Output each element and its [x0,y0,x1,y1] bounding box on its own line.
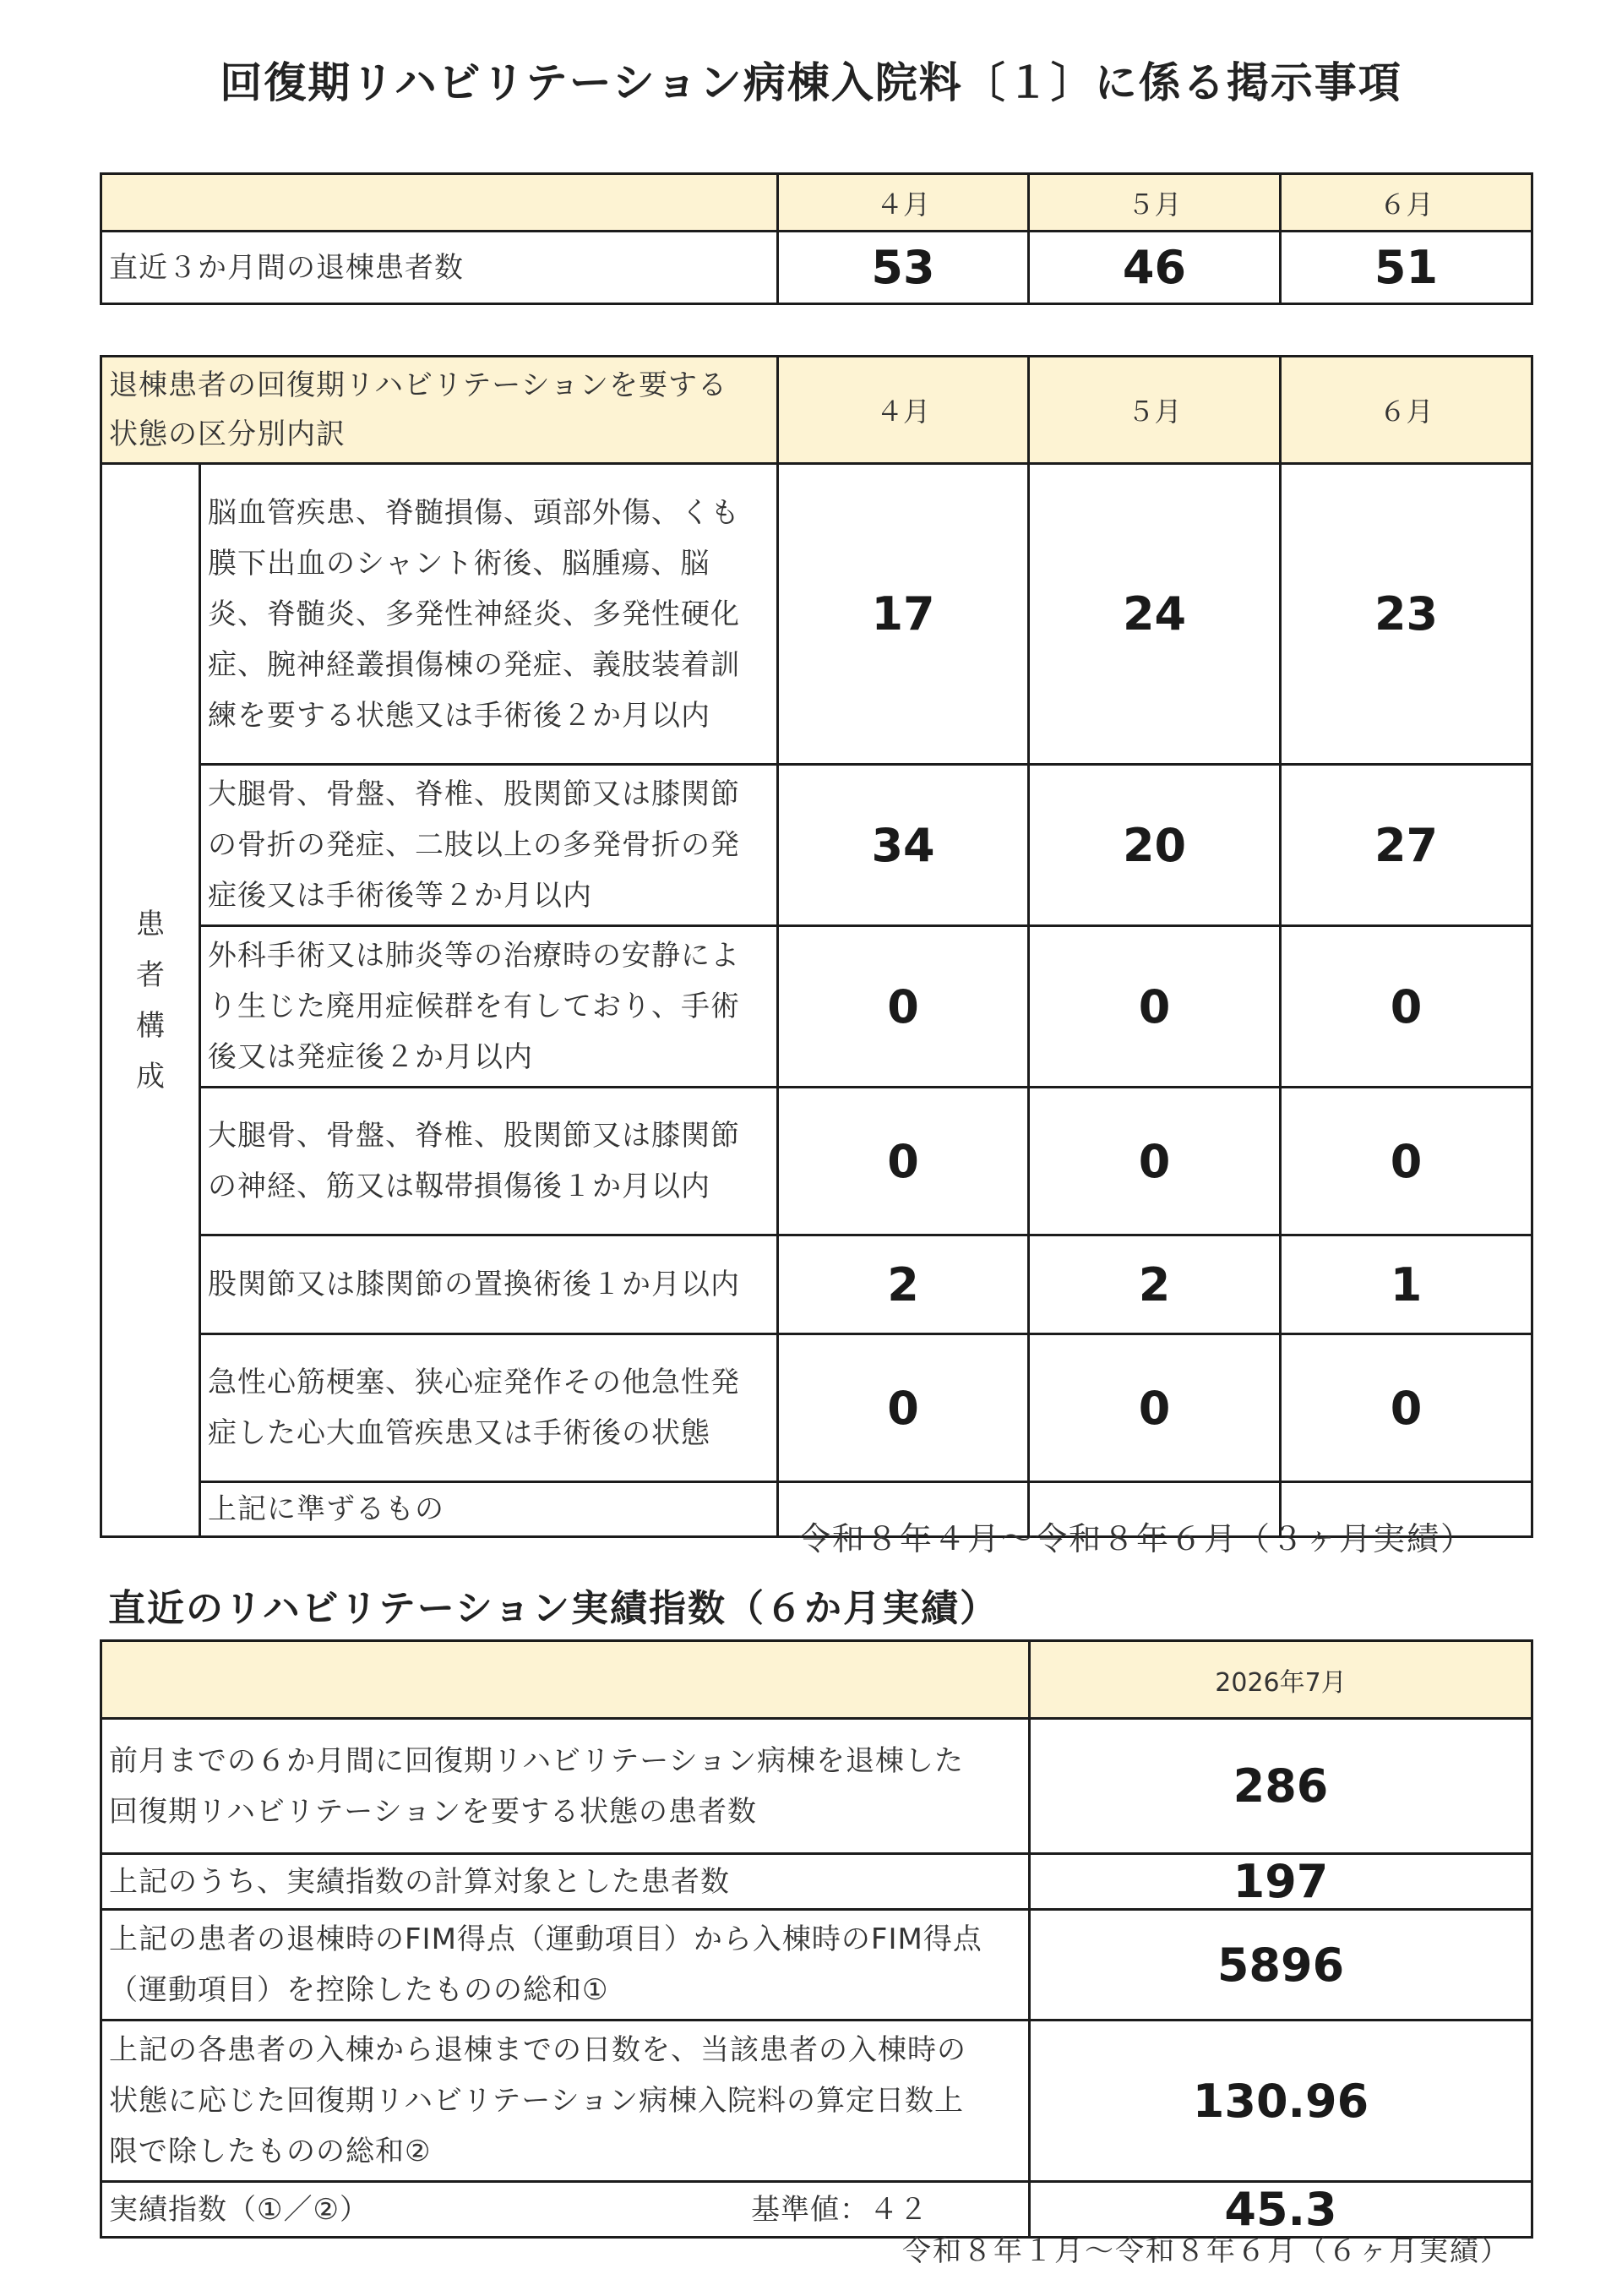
value-cell: 0 [1029,926,1281,1088]
value-cell: 34 [778,765,1029,926]
row-label [101,1910,1030,2021]
value-cell: 17 [778,464,1029,765]
patient-composition-label [101,464,200,1537]
ratio-label: 実績指数（①／②） [109,2192,369,2227]
ratio-value: 45.3 [1030,2182,1532,2238]
row-label [200,1088,778,1235]
breakdown-period-caption: 令和８年４月～令和８年６月（３ヶ月実績） [798,1520,1475,1557]
value-cell: 20 [1029,765,1281,926]
label-line: 症した心大血管疾患又は手術後の状態 [208,1416,710,1450]
row-label [101,2021,1030,2182]
row-label [200,765,778,926]
breakdown-header-label [101,357,778,464]
label-line: 大腿骨、骨盤、脊椎、股関節又は膝関節 [208,1119,740,1153]
table-row [101,1910,1532,2021]
month-header: ６月 [1281,357,1532,464]
month-header: ６月 [1281,174,1532,232]
table-row [101,232,1532,304]
table-header-row [101,1641,1532,1719]
value-cell: 53 [778,232,1029,304]
label-line: 急性心筋梗塞、狭心症発作その他急性発 [208,1366,740,1399]
value-cell: 23 [1281,464,1532,765]
value-cell: 5896 [1030,1910,1532,2021]
value-cell: 0 [1281,1334,1532,1482]
month-header: ５月 [1029,174,1281,232]
row-label [101,2182,1030,2238]
month-header: ４月 [778,174,1029,232]
label-line: 炎、脊髄炎、多発性神経炎、多発性硬化 [208,597,740,631]
value-cell: 0 [1029,1088,1281,1235]
label-line: 回復期リハビリテーションを要する状態の患者数 [109,1794,757,1829]
row-label [101,1719,1030,1854]
value-cell: 0 [778,1334,1029,1482]
side-label-char: 者 [136,957,165,992]
value-cell: 2 [1029,1235,1281,1334]
side-label-char: 患 [136,907,165,941]
label-line: （運動項目）を控除したものの総和① [109,1973,609,2007]
label-line: 膜下出血のシャント術後、脳腫瘍、脳 [208,546,710,581]
value-cell: 197 [1030,1854,1532,1910]
header-line: 状態の区分別内訳 [109,417,346,451]
label-line: 上記に準ずるもの [208,1492,444,1526]
row-label [200,926,778,1088]
value-cell: 286 [1030,1719,1532,1854]
table-header-row [101,174,1532,232]
value-cell: 0 [778,1088,1029,1235]
label-line: 上記の各患者の入棟から退棟までの日数を、当該患者の入棟時の [109,2033,966,2067]
row-label [101,1854,1030,1910]
value-cell: 130.96 [1030,2021,1532,2182]
table-row [101,1235,1532,1334]
label-line: 練を要する状態又は手術後２か月以内 [208,698,710,733]
row-label [200,464,778,765]
table-row [101,1719,1532,1854]
label-line: 症、腕神経叢損傷棟の発症、義肢装着訓 [208,647,740,682]
row-label: 直近３か月間の退棟患者数 [101,232,778,304]
month-header: ５月 [1029,357,1281,464]
row-label [200,1482,778,1537]
table-row [101,1854,1532,1910]
value-cell: 2 [778,1235,1029,1334]
label-line: 後又は発症後２か月以内 [208,1040,533,1074]
table-row [101,765,1532,926]
row-label [200,1334,778,1482]
table-row [101,1334,1532,1482]
side-label-char: 成 [136,1059,165,1093]
discharge-count-table [100,172,1533,305]
side-label-char: 構 [136,1008,165,1043]
value-cell: 0 [1281,926,1532,1088]
value-cell: 0 [1029,1334,1281,1482]
month-header: ４月 [778,357,1029,464]
label-line: 上記の患者の退棟時のFIM得点（運動項目）から入棟時のFIM得点 [109,1922,982,1956]
page-title: 回復期リハビリテーション病棟入院料〔１〕に係る掲示事項 [220,58,1402,107]
header-blank-cell [101,1641,1030,1719]
table-row [101,1088,1532,1235]
index-period-caption: 令和８年１月～令和８年６月（６ヶ月実績） [902,2234,1510,2268]
section-title: 直近のリハビリテーション実績指数（６か月実績） [108,1587,999,1630]
value-cell: 51 [1281,232,1532,304]
label-line: 大腿骨、骨盤、脊椎、股関節又は膝関節 [208,777,740,811]
value-cell: 46 [1029,232,1281,304]
header-line: 退棟患者の回復期リハビリテーションを要する [109,368,727,402]
table-row [101,2021,1532,2182]
value-cell: 0 [1281,1088,1532,1235]
standard-value-label: 基準値：４２ [751,2192,928,2227]
label-line: の骨折の発症、二肢以上の多発骨折の発 [208,828,740,862]
period-header: 2026年7月 [1030,1641,1532,1719]
performance-index-table [100,1639,1533,2239]
label-line: 症後又は手術後等２か月以内 [208,879,592,913]
label-line: 脳血管疾患、脊髄損傷、頭部外傷、くも [208,495,740,530]
label-line: 限で除したものの総和② [109,2135,432,2168]
value-cell: 0 [778,926,1029,1088]
label-line: 股関節又は膝関節の置換術後１か月以内 [208,1268,740,1301]
breakdown-table [100,355,1533,1538]
label-line: 外科手術又は肺炎等の治療時の安静によ [208,939,740,973]
value-cell: 27 [1281,765,1532,926]
label-line: 前月までの６か月間に回復期リハビリテーション病棟を退棟した [109,1743,964,1778]
value-cell: 24 [1029,464,1281,765]
header-blank-cell [101,174,778,232]
table-row [101,926,1532,1088]
table-header-row [101,357,1532,464]
ratio-label-wrap [109,2189,1021,2231]
value-cell: 1 [1281,1235,1532,1334]
label-line: の神経、筋又は靱帯損傷後１か月以内 [208,1170,710,1203]
row-label [200,1235,778,1334]
label-line: り生じた廃用症候群を有しており、手術 [208,990,740,1023]
table-row [101,464,1532,765]
label-line: 状態に応じた回復期リハビリテーション病棟入院料の算定日数上 [109,2084,964,2118]
label-line: 上記のうち、実績指数の計算対象とした患者数 [109,1864,730,1899]
